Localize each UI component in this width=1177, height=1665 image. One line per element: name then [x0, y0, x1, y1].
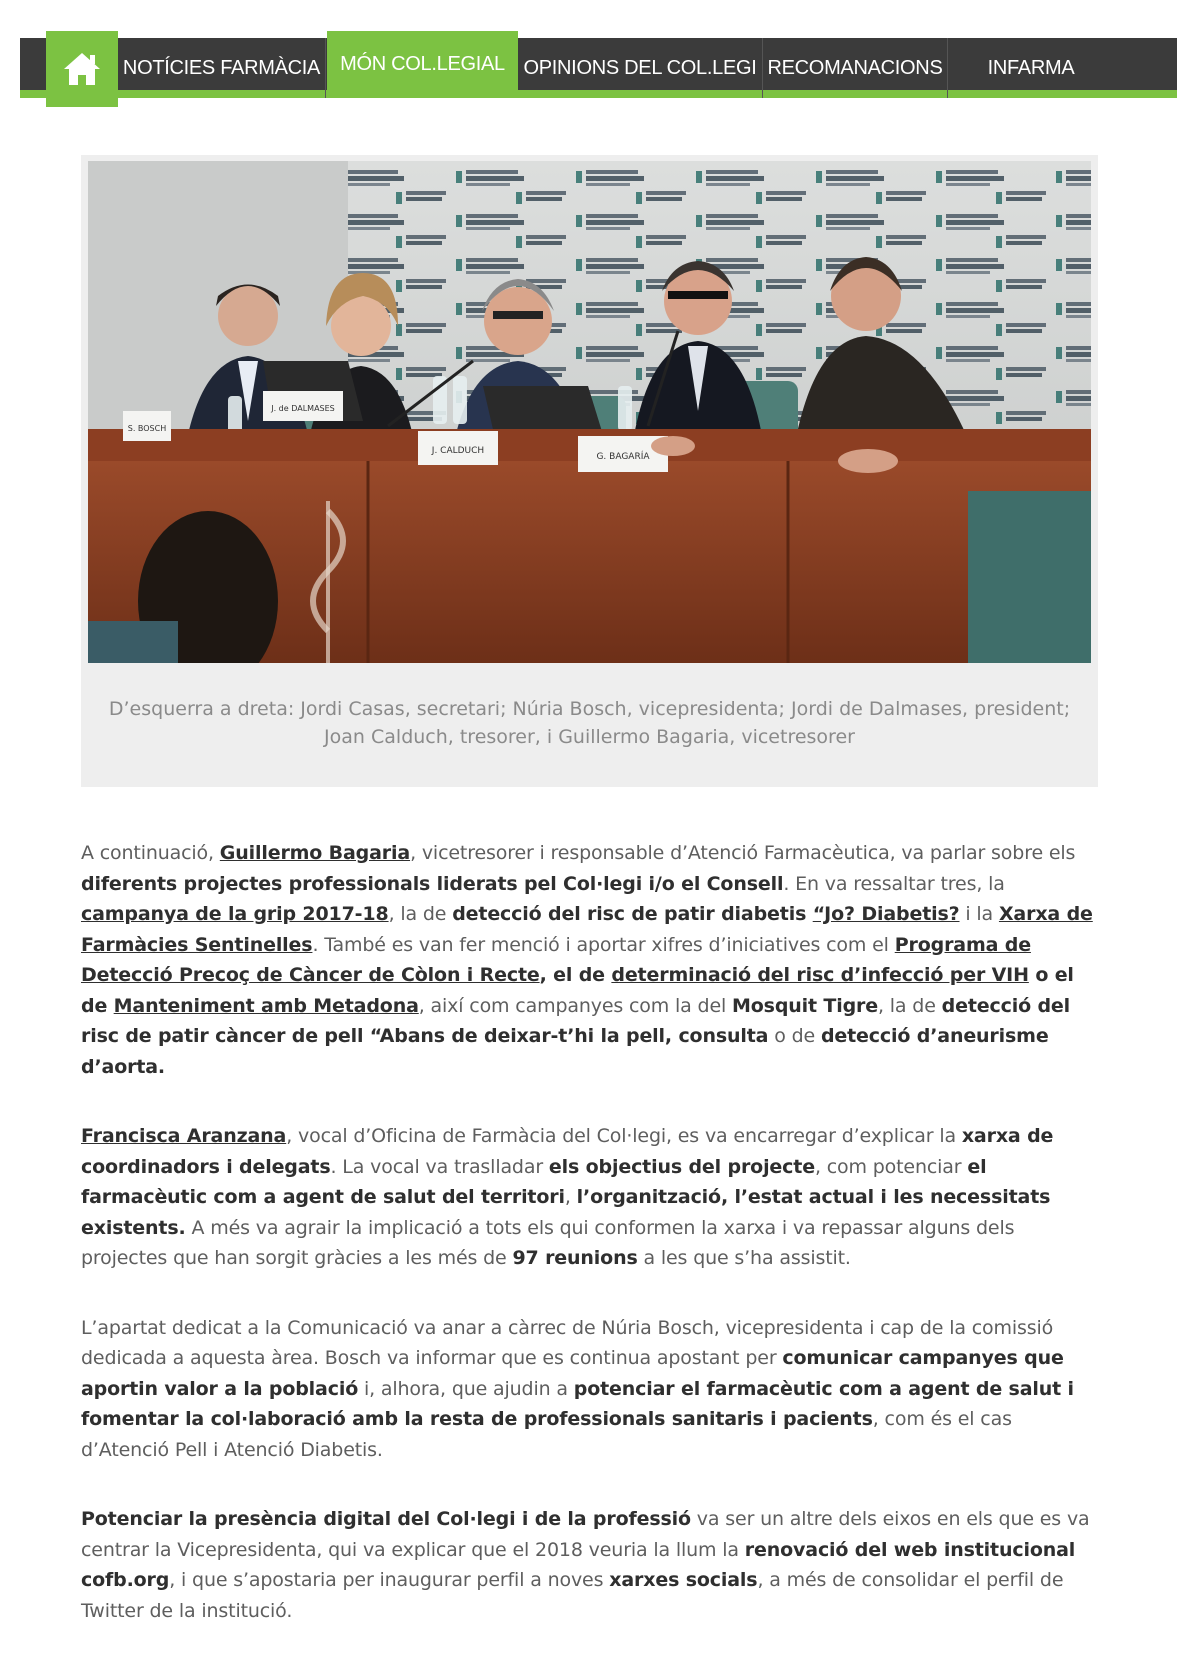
article-paragraph-2	[81, 1121, 1101, 1274]
text: , la de	[388, 903, 453, 925]
text: , i que s’apostaria per inaugurar perfil a noves	[169, 1569, 610, 1591]
link-francisca-aranzana[interactable]: Francisca Aranzana	[81, 1125, 287, 1147]
article-paragraph-3	[81, 1313, 1101, 1466]
text: , a més de consolidar el perfil de Twitter de la institució.	[81, 1569, 1064, 1622]
bold-text: detecció del risc de patir diabetis	[452, 903, 813, 925]
caption-line-1: D’esquerra a dreta: Jordi Casas, secretari; Núria Bosch, vicepresidenta; Jordi de Dalmases, president;	[108, 698, 1071, 720]
text: A continuació,	[81, 842, 220, 864]
text: o de	[768, 1025, 821, 1047]
bold-text: renovació del web institucional cofb.org	[81, 1538, 1076, 1591]
bold-text: xarxes socials	[609, 1569, 758, 1591]
link-risc-infeccio-vih[interactable]: determinació del risc d’infecció per VIH	[611, 964, 1029, 986]
photo-figure	[81, 155, 1098, 787]
text: , vicetresorer i responsable d’Atenció Farmacèutica, va parlar sobre els	[410, 842, 1076, 864]
text: , com és el cas d’Atenció Pell i Atenció Diabetis.	[81, 1408, 1012, 1461]
bold-text: 97 reunions	[512, 1247, 638, 1269]
home-icon	[62, 51, 102, 87]
text: i, alhora, que ajudin a	[358, 1377, 574, 1400]
link-programa-deteccio-precoc[interactable]: Programa de Detecció Precoç de Càncer de Còlon i Recte	[81, 933, 1031, 986]
text: va ser un altre dels eixos en els que es va centrar la Vicepresidenta, qui va explicar que el 2018 veuria la llum la	[81, 1508, 1090, 1561]
bold-text: els objectius del projecte	[548, 1155, 815, 1178]
caption-line-2: Joan Calduch, tresorer, i Guillermo Bagaria, vicetresorer	[324, 726, 855, 748]
link-jo-diabetis[interactable]: “Jo? Diabetis?	[812, 903, 960, 925]
text: . També es van fer menció i aportar xifres d’iniciatives com el	[312, 933, 895, 956]
nav-item-infarma[interactable]: INFARMA	[987, 56, 1075, 79]
text: . En va ressaltar tres, la	[783, 872, 1005, 895]
text: ,	[564, 1186, 577, 1208]
link-manteniment-metadona[interactable]: Manteniment amb Metadona	[113, 994, 419, 1017]
name-card-calduch: J. CALDUCH	[431, 446, 485, 456]
bold-text: l’organització, l’estat actual i les necessitats existents.	[81, 1186, 1051, 1239]
nav-item-recomanacions[interactable]: RECOMANACIONS	[763, 38, 948, 98]
bold-text: xarxa de coordinadors i delegats	[81, 1125, 1054, 1178]
bold-text: Mosquit Tigre	[732, 994, 879, 1017]
text: L’apartat dedicat a la Comunicació va anar a càrrec de Núria Bosch, vicepresidenta i cap de la comissió dedicada a aquesta àrea. Bosch va informar que es continua apostant per	[81, 1316, 1054, 1369]
name-card-bosch: S. BOSCH	[127, 424, 167, 433]
bold-text: o el de	[81, 964, 1074, 1017]
article-body	[81, 838, 1101, 1665]
text: A més va agrair la implicació a tots els qui conformen la xarxa i va repassar alguns dels projectes que han sorgit gràcies a les més de	[81, 1216, 1015, 1269]
bold-text: detecció del risc de patir càncer de pell “Abans de deixar-t’hi la pell, consulta	[81, 994, 1071, 1047]
text: , la de	[878, 994, 942, 1017]
name-card-dalmases: J. de DALMASES	[271, 404, 335, 413]
link-xarxa-farmacies-sentinelles[interactable]: Xarxa de Farmàcies Sentinelles	[81, 903, 1093, 956]
text: , com potenciar	[814, 1155, 968, 1178]
text: , vocal d’Oficina de Farmàcia del Col·legi, es va encarregar d’explicar la	[286, 1125, 962, 1147]
bold-text: el farmacèutic com a agent de salut del territori	[81, 1155, 987, 1208]
home-button[interactable]	[46, 31, 118, 107]
link-campanya-grip[interactable]: campanya de la grip 2017-18	[81, 903, 389, 925]
bold-text: comunicar campanyes que aportin valor a la població	[81, 1347, 1064, 1400]
article-paragraph-4	[81, 1504, 1101, 1626]
photo-caption	[81, 695, 1098, 751]
text: , així com campanyes com la del	[418, 994, 733, 1017]
bold-text: , el de	[539, 964, 612, 986]
text: . La vocal va traslladar	[330, 1155, 549, 1178]
nav-item-opinions-del-collegi[interactable]: OPINIONS DEL COL.LEGI	[518, 38, 763, 98]
name-card-bagaria: G. BAGARÍA	[596, 452, 650, 462]
bold-text: potenciar el farmacèutic com a agent de salut i fomentar la col·laboració amb la resta de professionals sanitaris i pacients	[81, 1377, 1074, 1430]
article-paragraph-1	[81, 838, 1101, 1082]
link-guillermo-bagaria[interactable]: Guillermo Bagaria	[219, 842, 411, 864]
nav-item-noticies-farmacia[interactable]: NOTÍCIES FARMÀCIA	[118, 38, 326, 98]
press-conference-photo	[88, 161, 1091, 663]
bold-text: Potenciar la presència digital del Col·legi i de la professió	[81, 1508, 691, 1530]
bold-text: detecció d’aneurisme d’aorta.	[81, 1025, 1049, 1078]
nav-item-mon-collegial[interactable]: MÓN COL.LEGIAL	[327, 31, 518, 98]
text: a les que s’ha assistit.	[637, 1247, 851, 1269]
text: i la	[959, 903, 999, 925]
bold-text: diferents projectes professionals liderats pel Col·legi i/o el Consell	[81, 872, 784, 895]
